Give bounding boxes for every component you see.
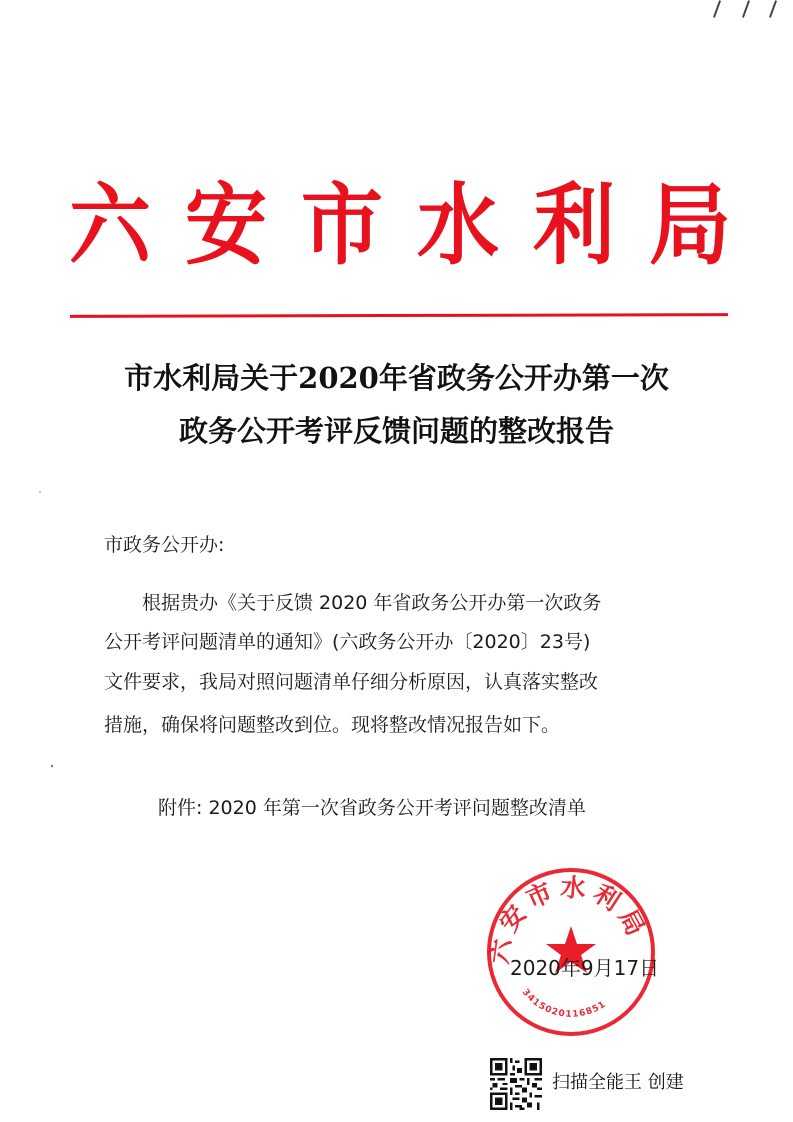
body-line-1: 根据贵办《关于反馈 2020 年省政务公开办第一次政务 [142, 592, 602, 614]
letterhead-char: 局 [648, 174, 731, 278]
scan-artifact [769, 0, 777, 18]
letterhead-char: 六 [68, 174, 151, 278]
document-title-line-2: 政务公开考评反馈问题的整改报告 [178, 414, 614, 448]
body-line-3: 文件要求，我局对照问题清单仔细分析原因，认真落实整改 [104, 671, 599, 693]
seal-code: 3415020116851 [519, 987, 609, 1020]
body-line-4: 措施，确保将问题整改到位。现将整改情况报告如下。 [104, 714, 561, 736]
attachment-line: 附件: 2020 年第一次省政务公开考评问题整改清单 [158, 797, 586, 819]
letterhead-title [60, 174, 740, 278]
letterhead-char: 利 [532, 174, 615, 278]
qr-code-icon [490, 1058, 542, 1110]
document-title-line-1: 市水利局关于2020年省政务公开办第一次 [124, 361, 669, 395]
scan-artifact [742, 0, 750, 18]
letterhead-char: 市 [300, 174, 383, 278]
seal-text: 六安市水利局 [484, 872, 654, 966]
scanner-watermark: 扫描全能王 创建 [552, 1072, 684, 1093]
official-seal [481, 862, 661, 1042]
salutation: 市政务公开办: [104, 534, 225, 556]
letterhead-divider [70, 313, 728, 318]
body-line-2: 公开考评问题清单的通知》(六政务公开办〔2020〕23号) [104, 631, 591, 653]
letterhead-char: 水 [416, 174, 499, 278]
document-date: 2020年9月17日 [510, 956, 660, 980]
scan-artifact [713, 0, 721, 18]
svg-text:3415020116851 [520, 987, 608, 1019]
letterhead-char: 安 [184, 174, 267, 278]
